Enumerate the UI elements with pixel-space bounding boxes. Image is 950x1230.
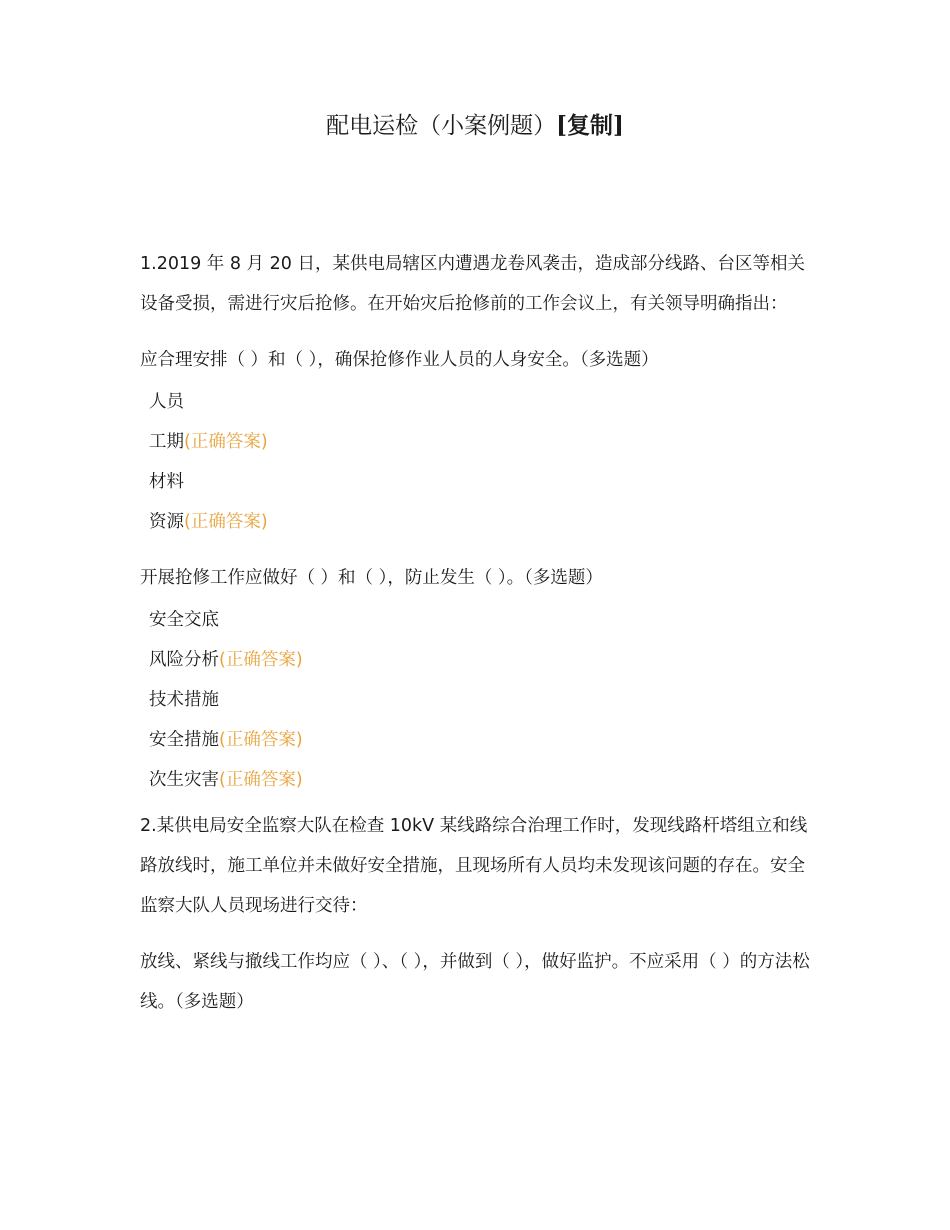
option-item[interactable] — [140, 640, 820, 680]
page-title — [0, 108, 950, 144]
option-item[interactable] — [140, 502, 820, 542]
correct-answer-badge: (正确答案) — [219, 770, 303, 790]
option-label: 技术措施 — [149, 690, 219, 710]
question-stem: 应合理安排（ ）和（ ），确保抢修作业人员的人身安全。（多选题） — [140, 350, 659, 370]
option-list — [140, 600, 820, 800]
option-label: 安全交底 — [149, 610, 219, 630]
correct-answer-badge: (正确答案) — [219, 650, 303, 670]
option-label: 人员 — [149, 392, 184, 412]
case-2 — [140, 806, 820, 1022]
question-stem: 开展抢修工作应做好（ ）和（ ），防止发生（ ）。（多选题） — [140, 568, 603, 588]
option-item[interactable] — [140, 462, 820, 502]
option-list — [140, 382, 820, 542]
case-intro: 2.某供电局安全监察大队在检查 10kV 某线路综合治理工作时，发现线路杆塔组立和线路放线时，施工单位并未做好安全措施，且现场所有人员均未发现该问题的存在。安全监察大队人员现场进行交待： — [140, 816, 808, 916]
title-main: 配电运检（小案例题） — [326, 113, 557, 139]
survey-content — [140, 244, 820, 1024]
option-label: 材料 — [149, 472, 184, 492]
correct-answer-badge: (正确答案) — [219, 730, 303, 750]
option-label: 次生灾害 — [149, 770, 219, 790]
correct-answer-badge: (正确答案) — [184, 432, 268, 452]
option-item[interactable] — [140, 382, 820, 422]
option-label: 工期 — [149, 432, 184, 452]
option-item[interactable] — [140, 720, 820, 760]
option-label: 风险分析 — [149, 650, 219, 670]
correct-answer-badge: (正确答案) — [184, 512, 268, 532]
option-item[interactable] — [140, 680, 820, 720]
case-1 — [140, 244, 820, 800]
case-intro: 1.2019 年 8 月 20 日，某供电局辖区内遭遇龙卷风袭击，造成部分线路、台区等相关设备受损，需进行灾后抢修。在开始灾后抢修前的工作会议上，有关领导明确指出： — [140, 254, 805, 314]
question-stem: 放线、紧线与撤线工作均应（ ）、（ ），并做到（ ），做好监护。不应采用（ ）的方法松线。（多选题） — [140, 952, 810, 1012]
option-item[interactable] — [140, 760, 820, 800]
option-item[interactable] — [140, 422, 820, 462]
option-label: 安全措施 — [149, 730, 219, 750]
option-label: 资源 — [149, 512, 184, 532]
option-item[interactable] — [140, 600, 820, 640]
title-copy-suffix: [复制] — [556, 112, 624, 139]
